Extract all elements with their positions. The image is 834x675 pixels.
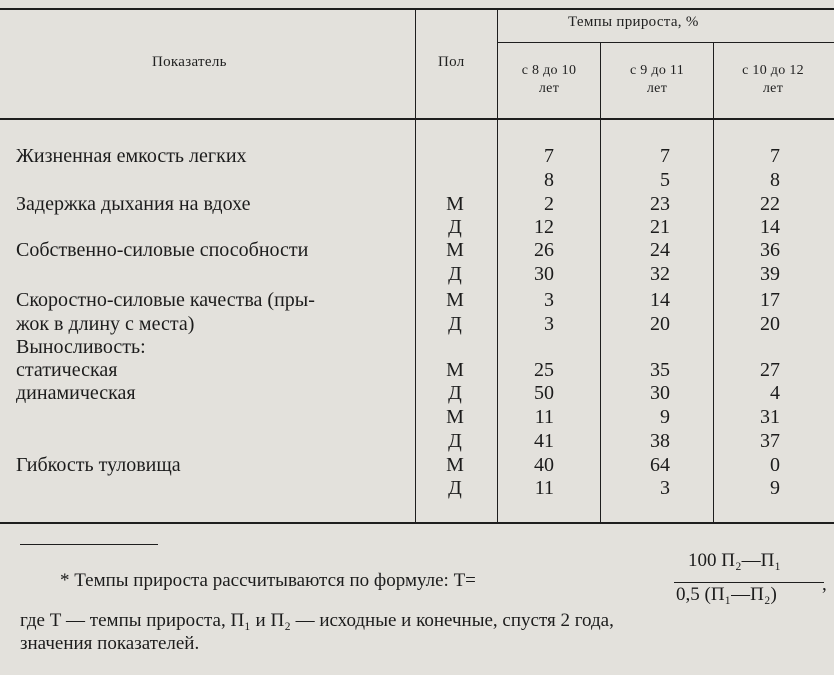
value-cell: 25 xyxy=(534,359,554,381)
header-sex: Пол xyxy=(438,54,465,70)
label-breath-hold: Задержка дыхания на вдохе xyxy=(16,193,251,215)
sex-cell: М xyxy=(446,193,464,215)
value-cell: 5 xyxy=(660,169,670,191)
header-period-1 xyxy=(498,62,600,98)
header-bottom-rule xyxy=(0,118,834,120)
label-vital-capacity: Жизненная емкость легких xyxy=(16,145,247,167)
label-endurance-dynamic: динамическая xyxy=(16,382,136,404)
sex-cell: Д xyxy=(448,263,462,285)
formula-numerator: 100 П₂—П₁ xyxy=(688,550,781,571)
label-strength: Собственно-силовые способности xyxy=(16,239,309,261)
value-cell: 14 xyxy=(760,216,780,238)
footnote-line-2: где Т — темпы прироста, П₁ и П₂ — исходные и конечные, спустя 2 года, xyxy=(20,610,614,631)
sex-cell: М xyxy=(446,359,464,381)
col-divider-period-2 xyxy=(600,43,601,522)
footnote-separator xyxy=(20,544,158,545)
value-cell: 14 xyxy=(650,289,670,311)
value-cell: 30 xyxy=(650,382,670,404)
value-cell: 12 xyxy=(534,216,554,238)
table-bottom-rule xyxy=(0,522,834,524)
value-cell: 7 xyxy=(544,145,554,167)
label-speed-strength-1: Скоростно-силовые качества (пры- xyxy=(16,289,315,311)
value-cell: 23 xyxy=(650,193,670,215)
value-cell: 40 xyxy=(534,454,554,476)
header-period-2-line1: с 9 до 11 xyxy=(629,63,685,78)
label-speed-strength-2: жок в длину с места) xyxy=(16,313,195,335)
col-divider-period-3 xyxy=(713,43,714,522)
value-cell: 2 xyxy=(544,193,554,215)
value-cell: 24 xyxy=(650,239,670,261)
header-period-2-line2: лет xyxy=(646,81,668,96)
value-cell: 9 xyxy=(770,477,780,499)
value-cell: 27 xyxy=(760,359,780,381)
sex-cell: Д xyxy=(448,313,462,335)
growth-subheader-rule xyxy=(497,42,834,43)
value-cell: 26 xyxy=(534,239,554,261)
header-period-1-line1: с 8 до 10 xyxy=(521,63,577,78)
header-period-1-line2: лет xyxy=(538,81,560,96)
value-cell: 41 xyxy=(534,430,554,452)
value-cell: 3 xyxy=(544,313,554,335)
value-cell: 7 xyxy=(660,145,670,167)
sex-cell: Д xyxy=(448,477,462,499)
footnote-line-3: значения показателей. xyxy=(20,633,200,654)
value-cell: 38 xyxy=(650,430,670,452)
sex-cell: М xyxy=(446,406,464,428)
value-cell: 7 xyxy=(770,145,780,167)
sex-cell: Д xyxy=(448,216,462,238)
value-cell: 9 xyxy=(660,406,670,428)
formula-trailing-comma: , xyxy=(822,574,827,595)
label-endurance: Выносливость: xyxy=(16,336,146,358)
value-cell: 32 xyxy=(650,263,670,285)
value-cell: 20 xyxy=(760,313,780,335)
label-flexibility: Гибкость туловища xyxy=(16,454,181,476)
value-cell: 36 xyxy=(760,239,780,261)
sex-cell: Д xyxy=(448,382,462,404)
value-cell: 39 xyxy=(760,263,780,285)
value-cell: 31 xyxy=(760,406,780,428)
value-cell: 11 xyxy=(534,406,554,428)
value-cell: 11 xyxy=(534,477,554,499)
value-cell: 22 xyxy=(760,193,780,215)
header-period-3-line1: с 10 до 12 xyxy=(742,63,804,78)
col-divider-sex xyxy=(415,10,416,522)
value-cell: 8 xyxy=(544,169,554,191)
value-cell: 8 xyxy=(770,169,780,191)
label-endurance-static: статическая xyxy=(16,359,118,381)
value-cell: 30 xyxy=(534,263,554,285)
value-cell: 50 xyxy=(534,382,554,404)
formula-fraction-bar xyxy=(674,582,824,583)
table-top-rule xyxy=(0,8,834,10)
value-cell: 17 xyxy=(760,289,780,311)
value-cell: 3 xyxy=(660,477,670,499)
sex-cell: М xyxy=(446,454,464,476)
header-period-3-line2: лет xyxy=(762,81,784,96)
header-period-2 xyxy=(601,62,713,98)
header-indicator: Показатель xyxy=(152,54,227,70)
value-cell: 0 xyxy=(770,454,780,476)
sex-cell: М xyxy=(446,289,464,311)
value-cell: 37 xyxy=(760,430,780,452)
sex-cell: М xyxy=(446,239,464,261)
value-cell: 21 xyxy=(650,216,670,238)
value-cell: 3 xyxy=(544,289,554,311)
header-growth-title: Темпы прироста, % xyxy=(568,14,699,30)
header-period-3 xyxy=(714,62,832,98)
value-cell: 20 xyxy=(650,313,670,335)
value-cell: 64 xyxy=(650,454,670,476)
formula-denominator: 0,5 (П₁—П₂) xyxy=(676,584,777,605)
sex-cell: Д xyxy=(448,430,462,452)
value-cell: 4 xyxy=(770,382,780,404)
footnote-line-1: * Темпы прироста рассчитываются по формуле: Т= xyxy=(60,570,476,591)
value-cell: 35 xyxy=(650,359,670,381)
